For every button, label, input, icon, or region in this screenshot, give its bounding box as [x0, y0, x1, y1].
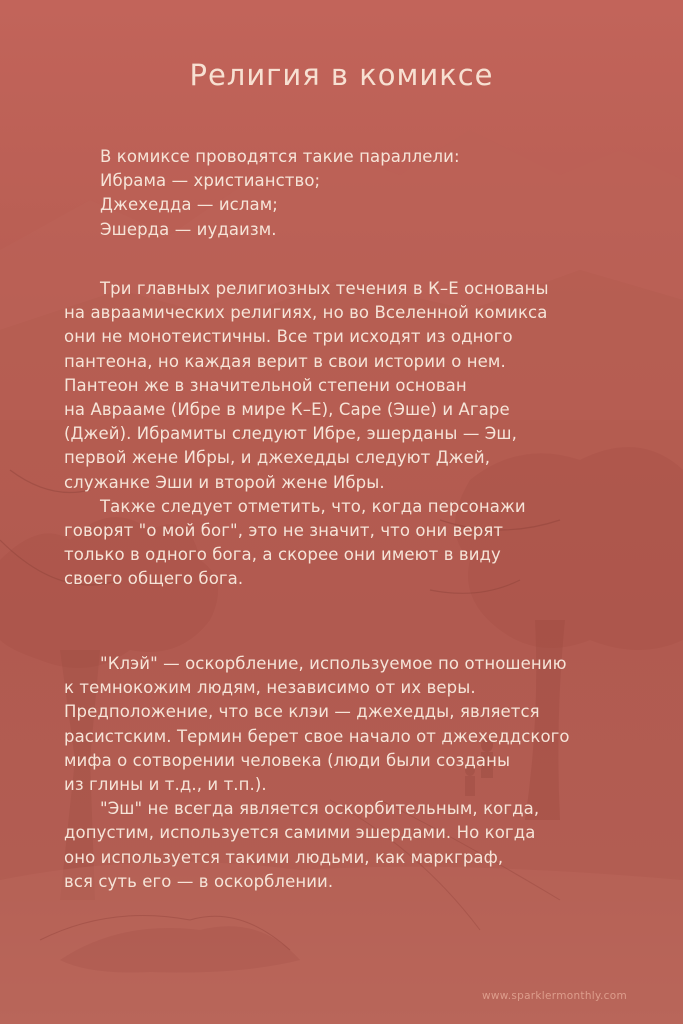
text-line: Предположение, что все клэи — джехедды, является	[64, 702, 540, 722]
text-line: Джехедда — ислам;	[100, 195, 278, 215]
text-line: к темнокожим людям, независимо от их веры.	[64, 678, 476, 698]
text-line: оно используется такими людьми, как маркграф,	[64, 847, 504, 867]
text-line: пантеона, но каждая верит в свои истории о нем.	[64, 351, 506, 371]
text-line: мифа о сотворении человека (люди были созданы	[64, 750, 511, 770]
text-line: служанке Эши и второй жене Ибры.	[64, 472, 385, 492]
text-line: первой жене Ибры, и джехедды следуют Джей,	[64, 448, 491, 468]
watermark: www.sparklermonthly.com	[482, 990, 627, 1002]
page-title: Религия в комиксе	[189, 58, 494, 92]
text-line: говорят "о мой бог", это не значит, что они верят	[64, 521, 504, 541]
text-line: на Аврааме (Ибре в мире К–Е), Саре (Эше) и Агаре	[64, 400, 510, 420]
text-line: В комиксе проводятся такие параллели:	[100, 147, 460, 166]
text-line: Эшерда — иудаизм.	[100, 219, 277, 239]
text-line: "Эш" не всегда является оскорбительным, когда,	[100, 799, 540, 819]
text-line: Также следует отметить, что, когда персонажи	[100, 496, 526, 516]
text-line: допустим, используется самими эшердами. Но когда	[64, 823, 536, 843]
text-line: Ибрама — христианство;	[100, 171, 321, 191]
text-line: своего общего бога.	[64, 569, 244, 589]
text-line: только в одного бога, а скорее они имеют в виду	[64, 545, 501, 565]
text-line: вся суть его — в оскорблении.	[64, 871, 334, 891]
religions-paragraph	[64, 277, 624, 592]
text-line: Пантеон же в значительной степени основан	[64, 375, 467, 395]
text-line: "Клэй" — оскорбление, используемое по отношению	[100, 654, 567, 673]
slurs-paragraph	[64, 652, 624, 894]
text-line: расистским. Термин берет свое начало от джехеддского	[64, 726, 570, 746]
text-line: они не монотеистичны. Все три исходят из одного	[64, 327, 513, 347]
intro-block	[64, 145, 624, 242]
text-line: из глины и т.д., и т.п.).	[64, 775, 267, 795]
text-line: на авраамических религиях, но во Вселенной комикса	[64, 303, 548, 323]
text-line: Три главных религиозных течения в К–Е основаны	[100, 279, 549, 298]
text-line: (Джей). Ибрамиты следуют Ибре, эшерданы — Эш,	[64, 424, 517, 444]
